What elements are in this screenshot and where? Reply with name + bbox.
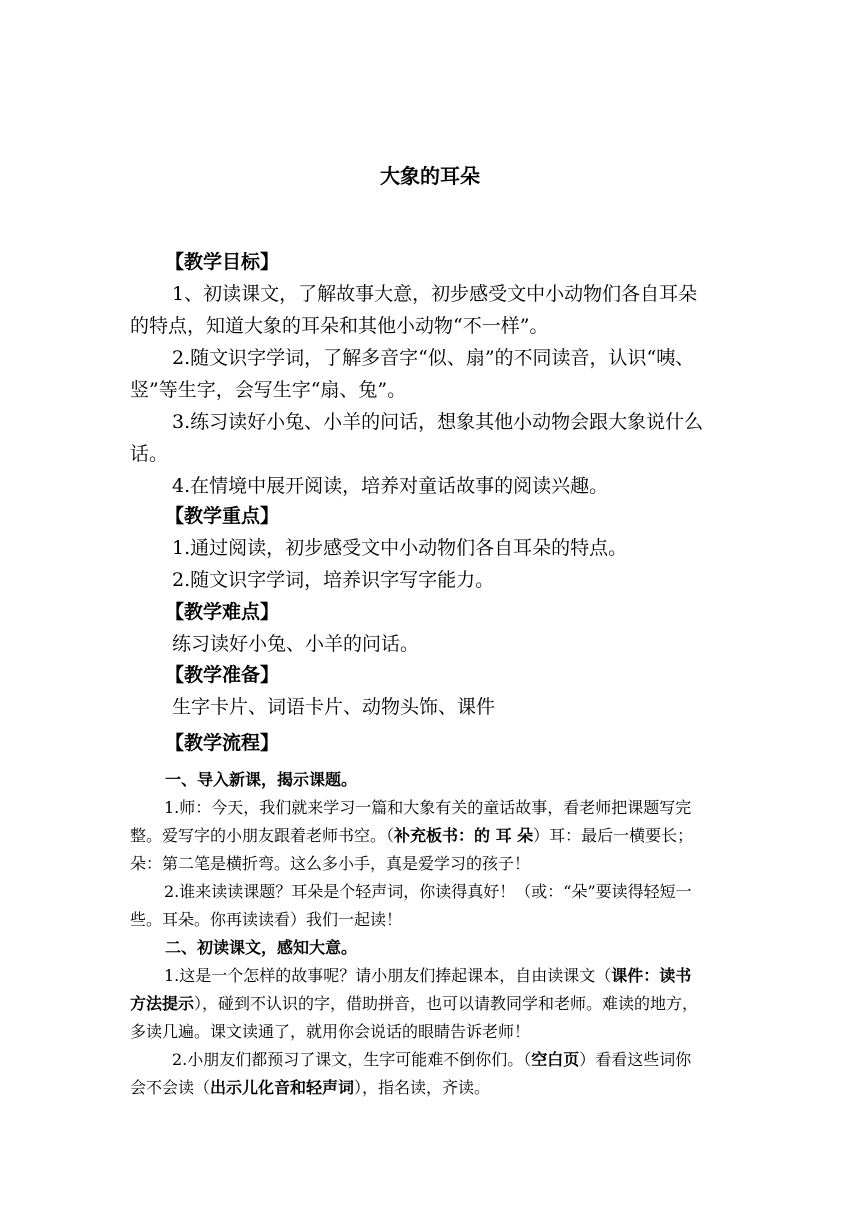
key-point-1: 1.通过阅读，初步感受文中小动物们各自耳朵的特点。 — [172, 537, 628, 559]
page-title: 大象的耳朵 — [380, 164, 480, 188]
objective-3-line-2: 话。 — [130, 443, 169, 465]
text-run: 1.这是一个怎样的故事呢？请小朋友们捧起课本，自由读课文（ — [164, 966, 612, 985]
text-run: 会不会读（ — [130, 1078, 211, 1097]
section-2-heading: 二、初读课文，感知大意。 — [165, 938, 358, 957]
objective-3-line-1: 3.练习读好小兔、小羊的问话，想象其他小动物会跟大象说什么 — [172, 411, 704, 433]
bold-run: 课件：读书 — [611, 966, 692, 985]
preparation-text: 生字卡片、词语卡片、动物头饰、课件 — [172, 696, 496, 718]
text-run: ）看看这些词你 — [579, 1050, 692, 1069]
section-2-p2-line-2 — [130, 1075, 490, 1098]
text-run: ），指名读，齐读。 — [354, 1078, 491, 1097]
bold-run: 方法提示 — [130, 994, 195, 1013]
difficulties-text: 练习读好小兔、小羊的问话。 — [172, 633, 420, 655]
section-1-heading: 一、导入新课，揭示课题。 — [165, 770, 358, 789]
section-2-p2-line-1 — [172, 1047, 691, 1070]
section-1-p1-line-3: 朵：第二笔是横折弯。这么多小手，真是爱学习的孩子！ — [130, 854, 531, 873]
text-run: ），碰到不认识的字，借助拼音，也可以请教同学和老师。难读的地方， — [194, 994, 699, 1013]
section-2-p1-line-3: 多读几遍。课文读通了，就用你会说话的眼睛告诉老师！ — [130, 1022, 531, 1041]
difficulties-heading: 【教学难点】 — [165, 601, 280, 623]
text-run: 整。爱写字的小朋友跟着老师书空。（ — [130, 826, 395, 845]
section-2-p1-line-1 — [164, 963, 691, 986]
section-1-p2-line-1: 2.谁来读读课题？耳朵是个轻声词，你读得真好！（或：“朵”要读得轻短一 — [164, 882, 692, 901]
objective-4: 4.在情境中展开阅读，培养对童话故事的阅读兴趣。 — [172, 475, 609, 497]
bold-run: 空白页 — [531, 1050, 580, 1069]
preparation-heading: 【教学准备】 — [165, 664, 280, 686]
process-heading: 【教学流程】 — [165, 732, 280, 754]
objective-1-line-2: 的特点，知道大象的耳朵和其他小动物“不一样”。 — [130, 315, 549, 337]
section-1-p2-line-2: 些。耳朵。你再读读看）我们一起读！ — [130, 910, 403, 929]
key-points-heading: 【教学重点】 — [165, 505, 280, 527]
objectives-heading: 【教学目标】 — [165, 251, 280, 273]
section-2-p1-line-2 — [130, 991, 698, 1014]
text-run: 2.小朋友们都预习了课文，生字可能难不倒你们。（ — [172, 1050, 532, 1069]
bold-run: 补充板书：的 耳 朵 — [394, 826, 534, 845]
bold-run: 出示儿化音和轻声词 — [210, 1078, 355, 1097]
objective-2-line-2: 竖”等生字，会写生字“扇、兔”。 — [130, 379, 407, 401]
key-point-2: 2.随文识字学词，培养识字写字能力。 — [172, 569, 495, 591]
objective-1-line-1: 1、初读课文，了解故事大意，初步感受文中小动物们各自耳朵 — [172, 283, 698, 305]
section-1-p1-line-1: 1.师：今天，我们就来学习一篇和大象有关的童话故事，看老师把课题写完 — [164, 798, 692, 817]
text-run: ）耳：最后一横要长； — [533, 826, 694, 845]
section-1-p1-line-2 — [130, 823, 693, 846]
objective-2-line-1: 2.随文识字学词，了解多音字“似、扇”的不同读音，认识“咦、 — [172, 347, 695, 369]
